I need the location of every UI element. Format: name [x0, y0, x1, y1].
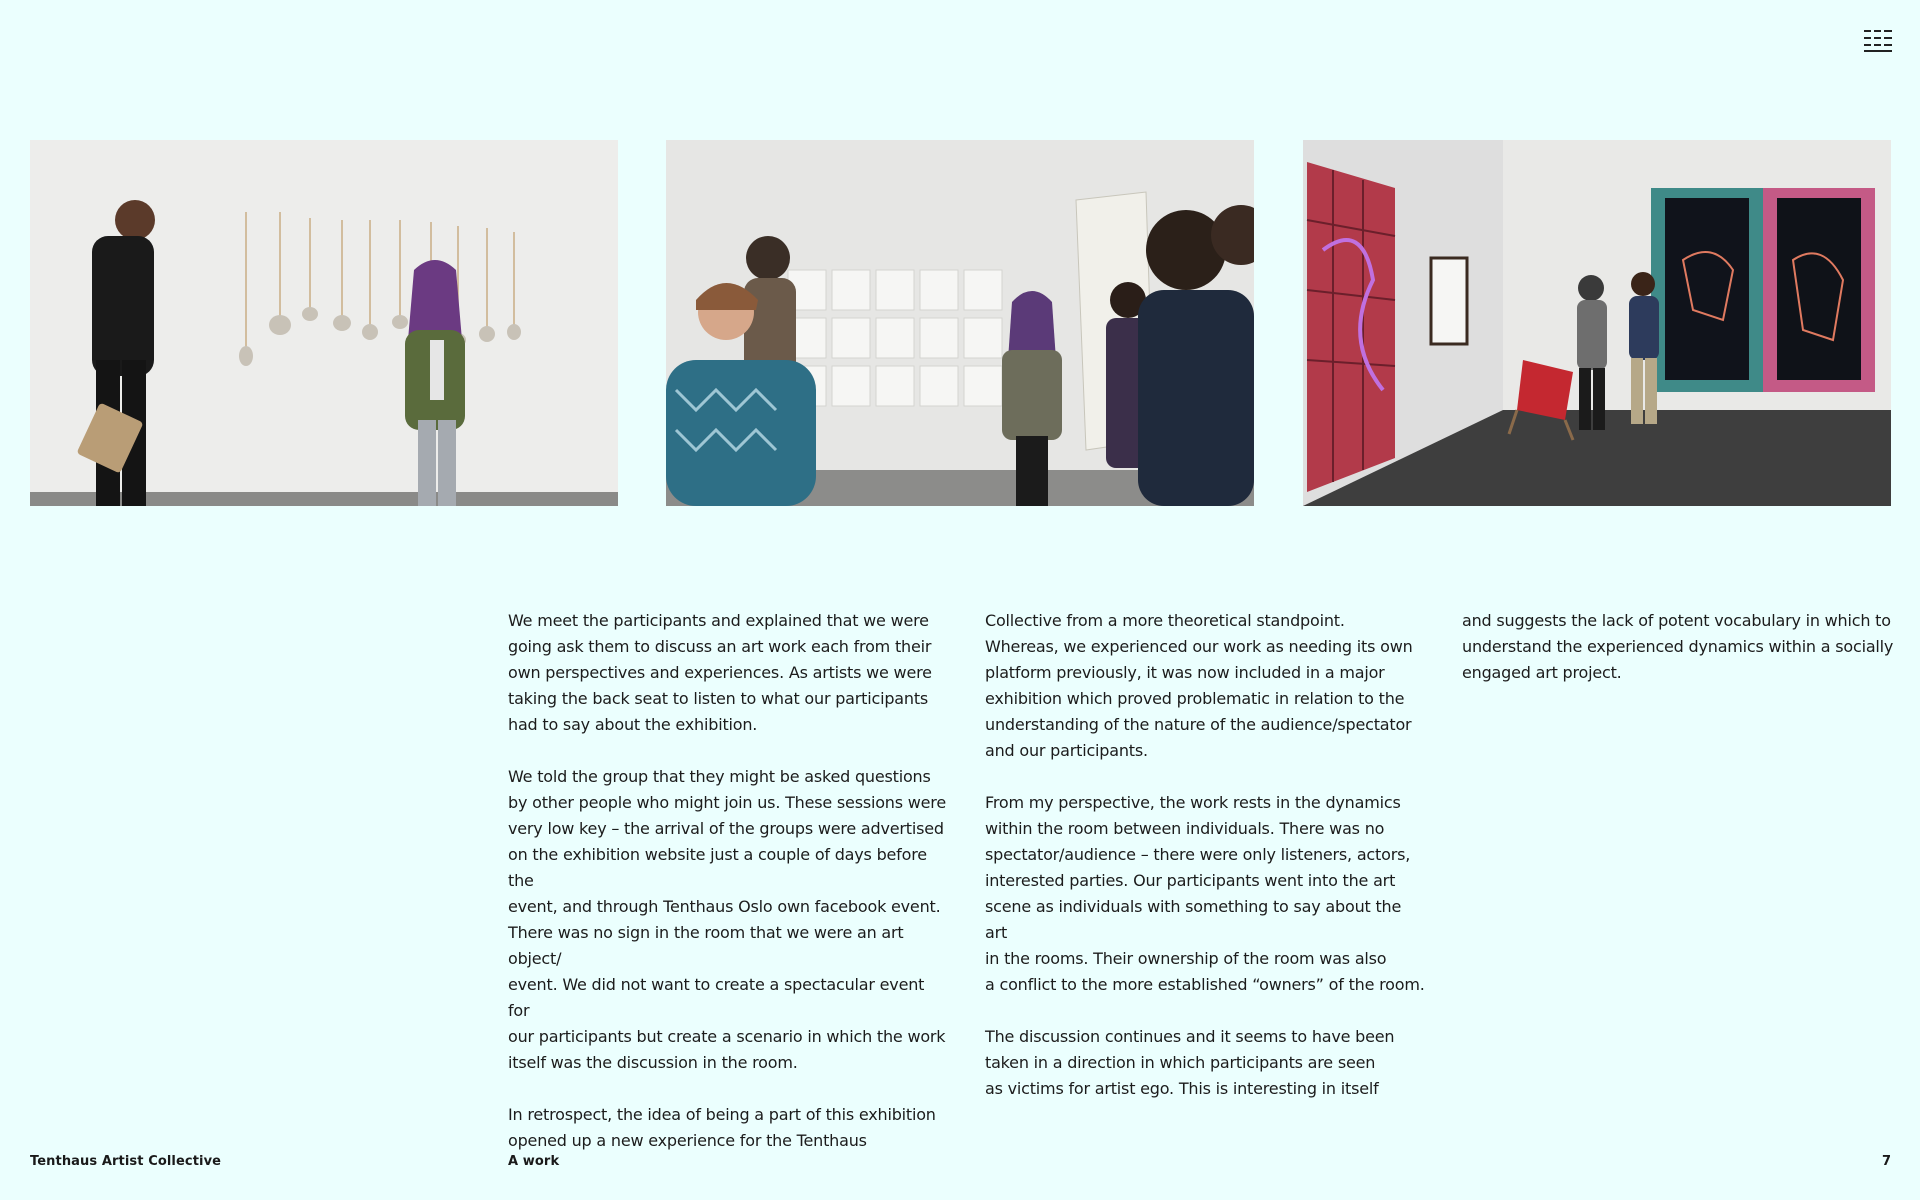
- photo-gallery-paintings: [1303, 140, 1891, 506]
- menu-grid-icon[interactable]: [1864, 30, 1892, 52]
- paragraph: From my perspective, the work rests in the dynamics within the room between individuals. There was no spectator/audience – there were only listeners, actors, interested parties. Our participants went into the art scene as individuals with something to say about the art in the rooms. Their ownership of the room was also a conflict to the more established “owners” of the room.: [985, 793, 1425, 994]
- text-column-3: [1462, 608, 1902, 712]
- paragraph: We meet the participants and explained that we were going ask them to discuss an art work each from their own perspectives and experiences. As artists we were taking the back seat to listen to what our participants had to say about the exhibition.: [508, 611, 932, 734]
- paragraph: The discussion continues and it seems to have been taken in a direction in which participants are seen as victims for artist ego. This is interesting in itself: [985, 1027, 1395, 1098]
- text-column-1: [508, 608, 948, 1180]
- paragraph: In retrospect, the idea of being a part of this exhibition opened up a new experience for the Tenthaus: [508, 1105, 936, 1150]
- paragraph: and suggests the lack of potent vocabulary in which to understand the experienced dynamics within a socially engaged art project.: [1462, 611, 1894, 682]
- paragraph: We told the group that they might be asked questions by other people who might join us. These sessions were very low key – the arrival of the groups were advertised on the exhibition website just a couple of days before the event, and through Tenthaus Oslo own facebook event. There was no sign in the room that we were an art object/ event. We did not want to create a spectacular event for our participants but create a scenario in which the work itself was the discussion in the room.: [508, 767, 946, 1072]
- paragraph: Collective from a more theoretical standpoint. Whereas, we experienced our work as needing its own platform previously, it was now included in a major exhibition which proved problematic in relation to the understanding of the nature of the audience/spectator and our participants.: [985, 611, 1413, 760]
- footer-publication-title: Tenthaus Artist Collective: [30, 1154, 222, 1169]
- footer-section-title: A work: [508, 1154, 560, 1169]
- photo-group-discussion: [666, 140, 1254, 506]
- page-number: 7: [1882, 1154, 1892, 1169]
- photo-stone-sculptures: [30, 140, 618, 506]
- text-column-2: [985, 608, 1425, 1128]
